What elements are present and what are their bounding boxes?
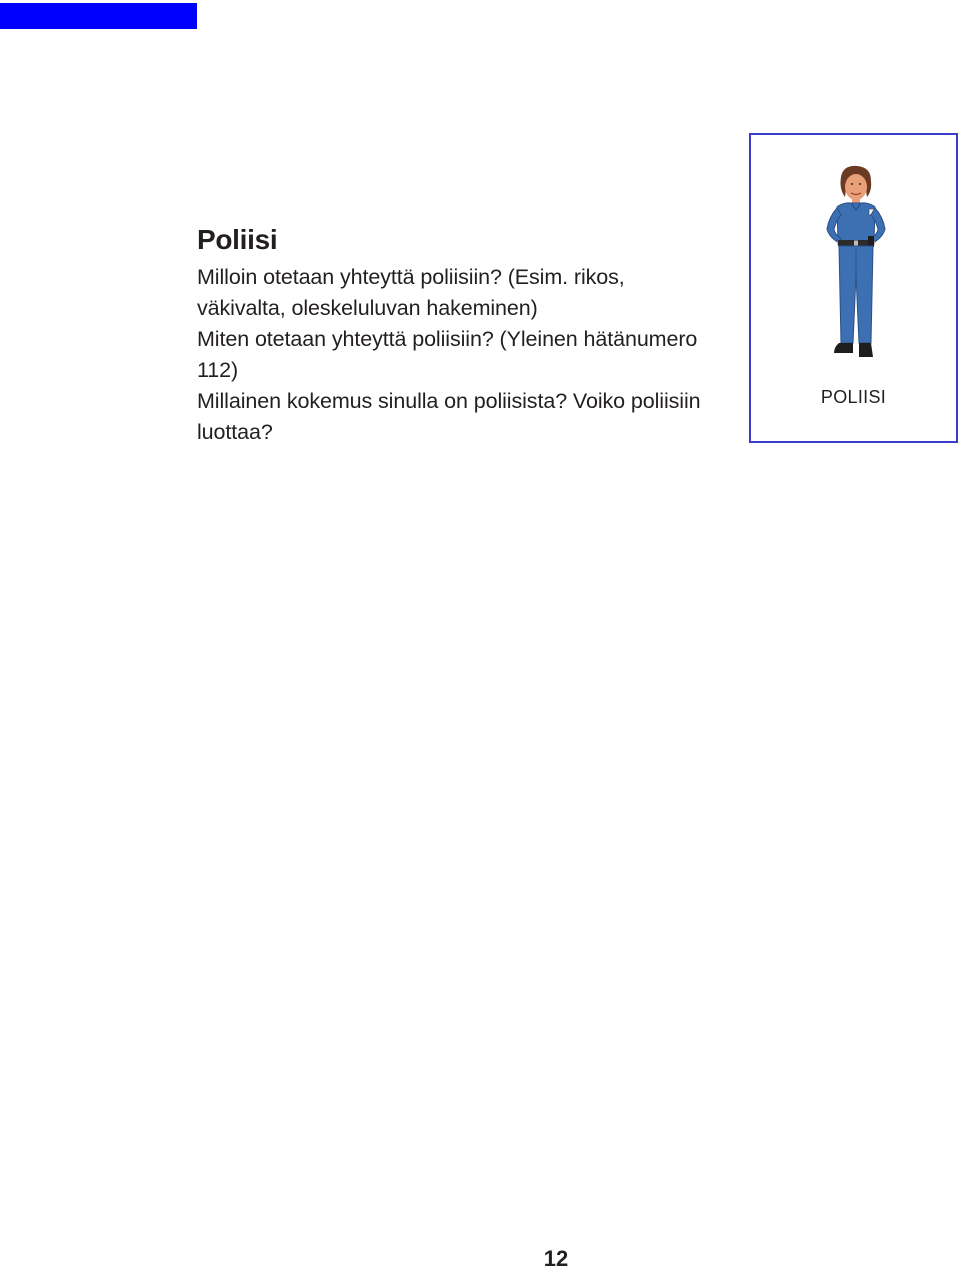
card-label: POLIISI [820, 387, 887, 407]
question-list [197, 262, 717, 448]
police-officer-icon [819, 163, 891, 373]
question-how: Miten otetaan yhteyttä poliisiin? (Yleinen hätänumero 112) [197, 327, 698, 382]
main-content [197, 222, 717, 448]
page-number: 12 [543, 1246, 569, 1271]
question-when: Milloin otetaan yhteyttä poliisiin? (Esim. rikos, väkivalta, oleskeluluvan hakeminen) [197, 265, 625, 320]
question-experience: Millainen kokemus sinulla on poliisista? Voiko poliisiin luottaa? [197, 389, 701, 444]
section-tab [0, 3, 197, 29]
picture-card [749, 133, 958, 443]
page-heading: Poliisi [197, 224, 278, 255]
